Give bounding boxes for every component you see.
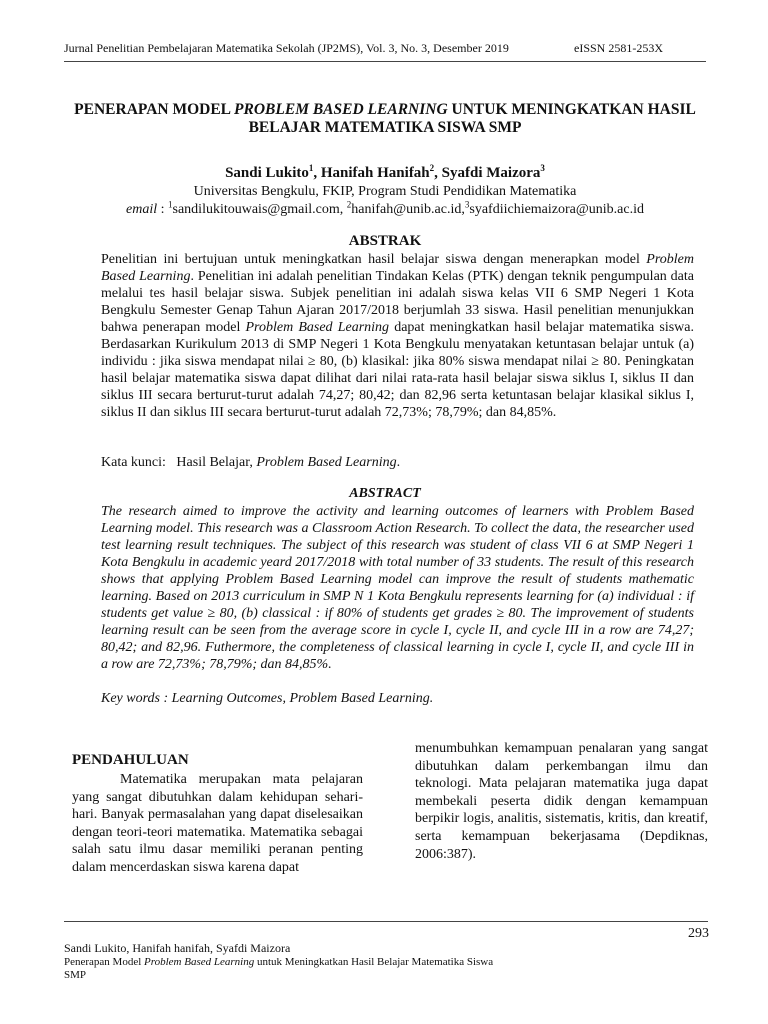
author-list: [64, 165, 706, 182]
affiliation: Universitas Bengkulu, FKIP, Program Studi Pendidikan Matematika: [193, 184, 577, 199]
footer-rule: [64, 921, 708, 922]
email-colon: :: [157, 202, 169, 217]
footer-authors: Sandi Lukito, Hanifah hanifah, Syafdi Maizora: [64, 941, 291, 955]
issn: eISSN 2581-253X: [574, 41, 663, 55]
page-number: 293: [688, 926, 709, 941]
section-heading: PENDAHULUAN: [72, 752, 189, 768]
abstrak-italic-1: Problem Based Learning: [101, 252, 694, 284]
abstrak-italic-2: Problem Based Learning: [245, 320, 390, 335]
email-sup: 2: [346, 199, 352, 210]
footer-title: [64, 956, 493, 968]
body-left-column: Matematika merupakan mata pelajaran yang sangat dibutuhkan dalam kehidupan sehari-hari. Banyak permasalahan yang dapat diselesaikan dengan teori-teori matematika. Matematika sebagai salah satu ilmu dasar memiliki peranan penting dalam mencerdaskan siswa karena dapat: [72, 772, 363, 875]
title-italic: PROBLEM BASED LEARNING: [234, 101, 448, 118]
footer-title-2: untuk Meningkatkan Hasil Belajar Matematika Siswa: [254, 956, 494, 968]
abstrak-text-3: dapat meningkatkan hasil belajar matematika siswa. Berdasarkan Kurikulum 2013 di SMP Negeri 1 Kota Bengkulu menyatakan ketuntasan belajar untuk (a) individu : jika siswa mendapat nilai ≥ 80, (b) klasikal: jika 80% siswa mendapat nilai ≥ 80. Peningkatan hasil belajar matematika siswa dapat dilihat dari nilai rata-rata hasil belajar siswa siklus I, siklus II dan siklus III secara berturut-turut adalah 74,27; 80,42; dan 82,96 serta ketuntasan belajar klasikal siklus I, siklus II dan siklus III secara berturut-turut adalah 72,73%; 78,79%; dan 84,85%.: [101, 320, 694, 420]
footer-title-line-2: SMP: [64, 969, 87, 981]
abstrak-text-2: . Penelitian ini adalah penelitian Tindakan Kelas (PTK) dengan teknik pengumpulan data melalui tes hasil belajar siswa. Subjek penelitian ini adalah siswa kelas VII 6 SMP Negeri 1 Kota Bengkulu Semester Genap Tahun Ajaran 2017/2018 berjumlah 33 siswa. Hasil penelitian menunjukkan bahwa penerapan model: [101, 269, 694, 335]
journal-name: Jurnal Penelitian Pembelajaran Matematika Sekolah (JP2MS), Vol. 3, No. 3, Desember 2019: [64, 41, 509, 55]
body-right-column: menumbuhkan kemampuan penalaran yang sangat dibutuhkan dalam perkembangan ilmu dan teknologi. Mata pelajaran matematika juga dapat membekali peserta didik dengan kemampuan berpikir logis, analitis, sistematis, kritis, dan kreatif, serta kemampuan bekerjasama (Depdiknas, 2006:387).: [415, 741, 708, 862]
author-sep: ,: [313, 165, 321, 181]
abstrak-text: [101, 251, 694, 421]
kata-kunci-text: Hasil Belajar,: [176, 455, 257, 470]
kata-kunci-end: .: [396, 455, 401, 470]
key-words: Key words : Learning Outcomes, Problem Based Learning.: [101, 691, 434, 706]
email-address[interactable]: syafdiichiemaizora@unib.ac.id: [469, 202, 644, 217]
abstrak-text-1: Penelitian ini bertujuan untuk meningkatkan hasil belajar siswa dengan menerapkan model: [101, 252, 647, 267]
abstract-text: The research aimed to improve the activity and learning outcomes of learners with Problem Based Learning model. This research was a Classroom Action Research. To collect the data, the researcher used test learning result techniques. The subject of this research was student of class VII 6 at SMP Negeri 1 Kota Bengkulu in academic yeard 2017/2018 with total number of 33 students. The result of this research shows that applying Problem Based Learning model can improve the result of students mathematic learning. Based on 2013 curriculum in SMP N 1 Kota Bengkulu represents learning for (a) individual : if students get value ≥ 80, (b) classical : if 80% of students get grades ≥ 80. The improvement of students learning result can be seen from the average score in cycle I, cycle II, and cycle III in a row are 74,27; 80,42; and 82,96. Futhermore, the completeness of classical learning in cycle I, cycle II, and cycle III in a row are 72,73%; 78,79%; dan 84,85%.: [101, 504, 694, 672]
email-line: [64, 199, 706, 218]
email-address[interactable]: sandilukitouwais@gmail.com,: [172, 202, 347, 217]
author-sup: 2: [429, 163, 435, 173]
kata-kunci-italic: Problem Based Learning: [256, 455, 397, 470]
footer-title-1: Penerapan Model: [64, 956, 145, 968]
email-label: email: [126, 202, 158, 217]
kata-kunci: [101, 455, 400, 471]
email-address[interactable]: hanifah@unib.ac.id,: [351, 202, 465, 217]
author-name: Syafdi Maizora: [441, 165, 541, 181]
abstrak-heading: ABSTRAK: [348, 233, 422, 249]
author-name: Sandi Lukito: [225, 165, 309, 181]
footer-title-italic: Problem Based Learning: [144, 956, 255, 968]
title-part-2: UNTUK MENINGKATKAN HASIL: [447, 101, 696, 118]
title-line-2: BELAJAR MATEMATIKA SISWA SMP: [248, 119, 522, 136]
author-name: Hanifah Hanifah: [320, 165, 430, 181]
author-sup: 1: [308, 163, 314, 173]
title-part-1: PENERAPAN MODEL: [74, 101, 235, 118]
paper-title: [64, 101, 706, 137]
abstract-heading: ABSTRACT: [349, 486, 421, 501]
header-rule: [64, 61, 706, 62]
author-sep: ,: [434, 165, 442, 181]
kata-kunci-label: Kata kunci:: [101, 455, 166, 470]
running-header: [64, 41, 724, 56]
author-sup: 3: [540, 163, 545, 173]
email-sup: 1: [168, 199, 173, 210]
email-sup: 3: [464, 199, 470, 210]
